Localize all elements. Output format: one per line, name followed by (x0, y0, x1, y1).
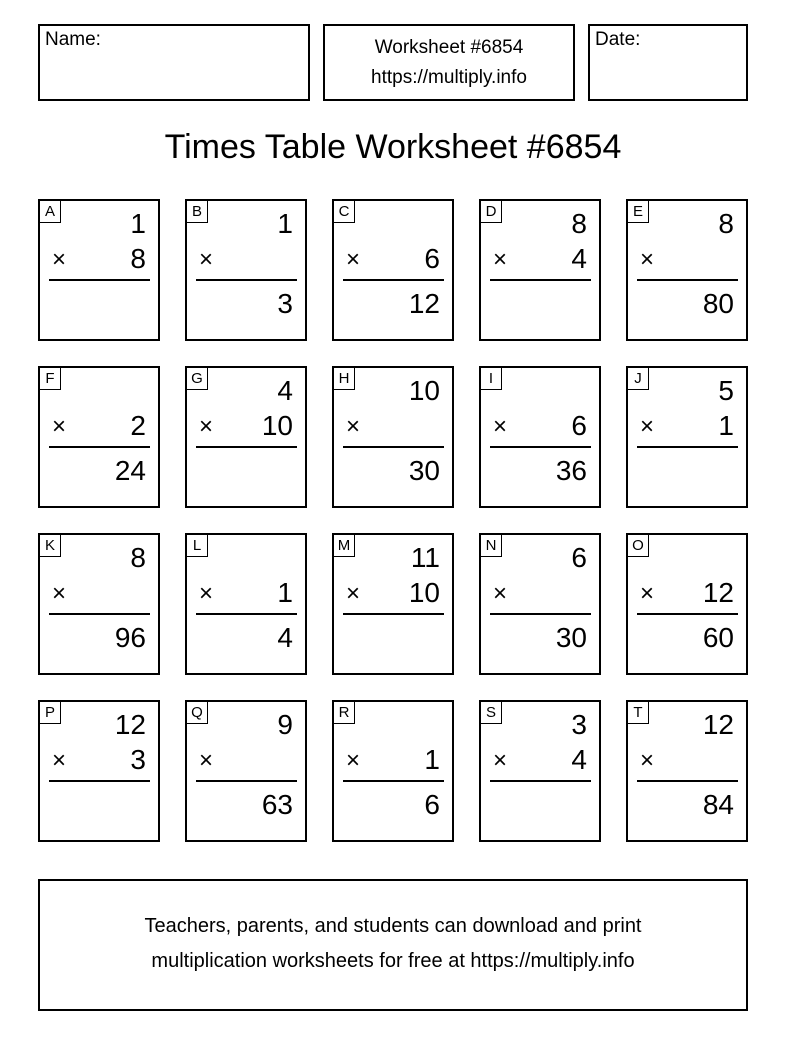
problem-label: N (481, 535, 502, 557)
page-title: Times Table Worksheet #6854 (164, 128, 622, 166)
problem-card (332, 366, 454, 508)
times-sign: × (52, 246, 67, 273)
times-sign: × (493, 580, 508, 607)
answer-line (343, 613, 444, 615)
answer-line (343, 780, 444, 782)
problem-card (626, 366, 748, 508)
problem-card (479, 199, 601, 341)
answer-line (343, 279, 444, 281)
product: 12 (408, 288, 440, 319)
problem-card (38, 366, 160, 508)
answer-line (196, 613, 297, 615)
answer-line (196, 446, 297, 448)
multiplicand: 8 (130, 542, 146, 573)
worksheet-number: Worksheet #6854 (374, 37, 524, 58)
answer-line (637, 446, 738, 448)
answer-line (637, 279, 738, 281)
problem-card (332, 199, 454, 341)
problem-label: I (481, 368, 502, 390)
times-sign: × (52, 413, 67, 440)
problem-card (332, 700, 454, 842)
answer-line (490, 780, 591, 782)
problem-label: R (334, 702, 355, 724)
times-sign: × (493, 246, 508, 273)
problem-label: F (40, 368, 61, 390)
problem-label: M (334, 535, 355, 557)
times-sign: × (52, 747, 67, 774)
problem-card (479, 533, 601, 675)
problem-label: H (334, 368, 355, 390)
problem-card (185, 533, 307, 675)
multiplier: 6 (424, 243, 440, 274)
answer-line (49, 279, 150, 281)
multiplier: 2 (130, 410, 146, 441)
problem-card (185, 366, 307, 508)
multiplicand: 1 (277, 208, 293, 239)
times-sign: × (199, 747, 214, 774)
times-sign: × (199, 246, 214, 273)
answer-line (49, 446, 150, 448)
problem-label: E (628, 201, 649, 223)
problem-label: K (40, 535, 61, 557)
problem-label: L (187, 535, 208, 557)
footer-line-1: Teachers, parents, and students can download and print (144, 915, 642, 937)
multiplicand: 11 (410, 542, 440, 573)
problem-label: O (628, 535, 649, 557)
answer-line (490, 279, 591, 281)
multiplicand: 6 (571, 542, 587, 573)
multiplier: 1 (424, 744, 440, 775)
worksheet-info-box (323, 24, 575, 101)
product: 30 (555, 622, 587, 653)
times-sign: × (199, 413, 214, 440)
product: 96 (114, 622, 146, 653)
answer-line (196, 780, 297, 782)
times-sign: × (52, 580, 67, 607)
product: 36 (555, 455, 587, 486)
problem-card (38, 700, 160, 842)
times-sign: × (346, 413, 361, 440)
multiplicand: 5 (718, 375, 734, 406)
product: 6 (424, 789, 440, 820)
multiplicand: 8 (571, 208, 587, 239)
product: 80 (702, 288, 734, 319)
answer-line (196, 279, 297, 281)
multiplier: 4 (571, 744, 587, 775)
answer-line (49, 780, 150, 782)
worksheet-url: https://multiply.info (371, 67, 527, 88)
times-sign: × (346, 246, 361, 273)
problem-label: T (628, 702, 649, 724)
problem-label: P (40, 702, 61, 724)
multiplier: 10 (261, 410, 293, 441)
times-sign: × (199, 580, 214, 607)
problem-card (185, 199, 307, 341)
product: 60 (702, 622, 734, 653)
times-sign: × (640, 246, 655, 273)
name-field-box (38, 24, 310, 101)
multiplicand: 8 (718, 208, 734, 239)
multiplier: 8 (130, 243, 146, 274)
problem-card (479, 366, 601, 508)
problem-label: C (334, 201, 355, 223)
multiplicand: 12 (114, 709, 146, 740)
multiplier: 1 (277, 577, 293, 608)
problem-card (626, 199, 748, 341)
problem-label: B (187, 201, 208, 223)
product: 3 (277, 288, 293, 319)
multiplicand: 12 (702, 709, 734, 740)
problem-label: A (40, 201, 61, 223)
problem-card (626, 533, 748, 675)
times-sign: × (640, 747, 655, 774)
times-sign: × (493, 747, 508, 774)
multiplier: 3 (130, 744, 146, 775)
footer-box (38, 879, 748, 1011)
product: 63 (261, 789, 293, 820)
product: 24 (114, 455, 146, 486)
answer-line (490, 613, 591, 615)
times-sign: × (346, 580, 361, 607)
product: 30 (408, 455, 440, 486)
times-sign: × (346, 747, 361, 774)
problem-label: D (481, 201, 502, 223)
multiplicand: 1 (130, 208, 146, 239)
multiplier: 6 (571, 410, 587, 441)
answer-line (49, 613, 150, 615)
problem-label: J (628, 368, 649, 390)
problem-card (332, 533, 454, 675)
multiplier: 12 (702, 577, 734, 608)
answer-line (343, 446, 444, 448)
date-label: Date: (595, 29, 641, 50)
answer-line (490, 446, 591, 448)
times-sign: × (640, 580, 655, 607)
problem-card (185, 700, 307, 842)
problem-label: G (187, 368, 208, 390)
problem-label: Q (187, 702, 208, 724)
multiplicand: 9 (277, 709, 293, 740)
problem-card (479, 700, 601, 842)
multiplicand: 3 (571, 709, 587, 740)
problem-label: S (481, 702, 502, 724)
problem-card (38, 199, 160, 341)
answer-line (637, 613, 738, 615)
product: 84 (702, 789, 734, 820)
multiplicand: 10 (408, 375, 440, 406)
footer-line-2: multiplication worksheets for free at https://multiply.info (151, 950, 635, 972)
multiplicand: 4 (277, 375, 293, 406)
multiplier: 10 (408, 577, 440, 608)
times-sign: × (640, 413, 655, 440)
problem-card (38, 533, 160, 675)
answer-line (637, 780, 738, 782)
product: 4 (277, 622, 293, 653)
name-label: Name: (45, 29, 101, 50)
multiplier: 4 (571, 243, 587, 274)
date-field-box (588, 24, 748, 101)
multiplier: 1 (718, 410, 734, 441)
times-sign: × (493, 413, 508, 440)
problem-card (626, 700, 748, 842)
